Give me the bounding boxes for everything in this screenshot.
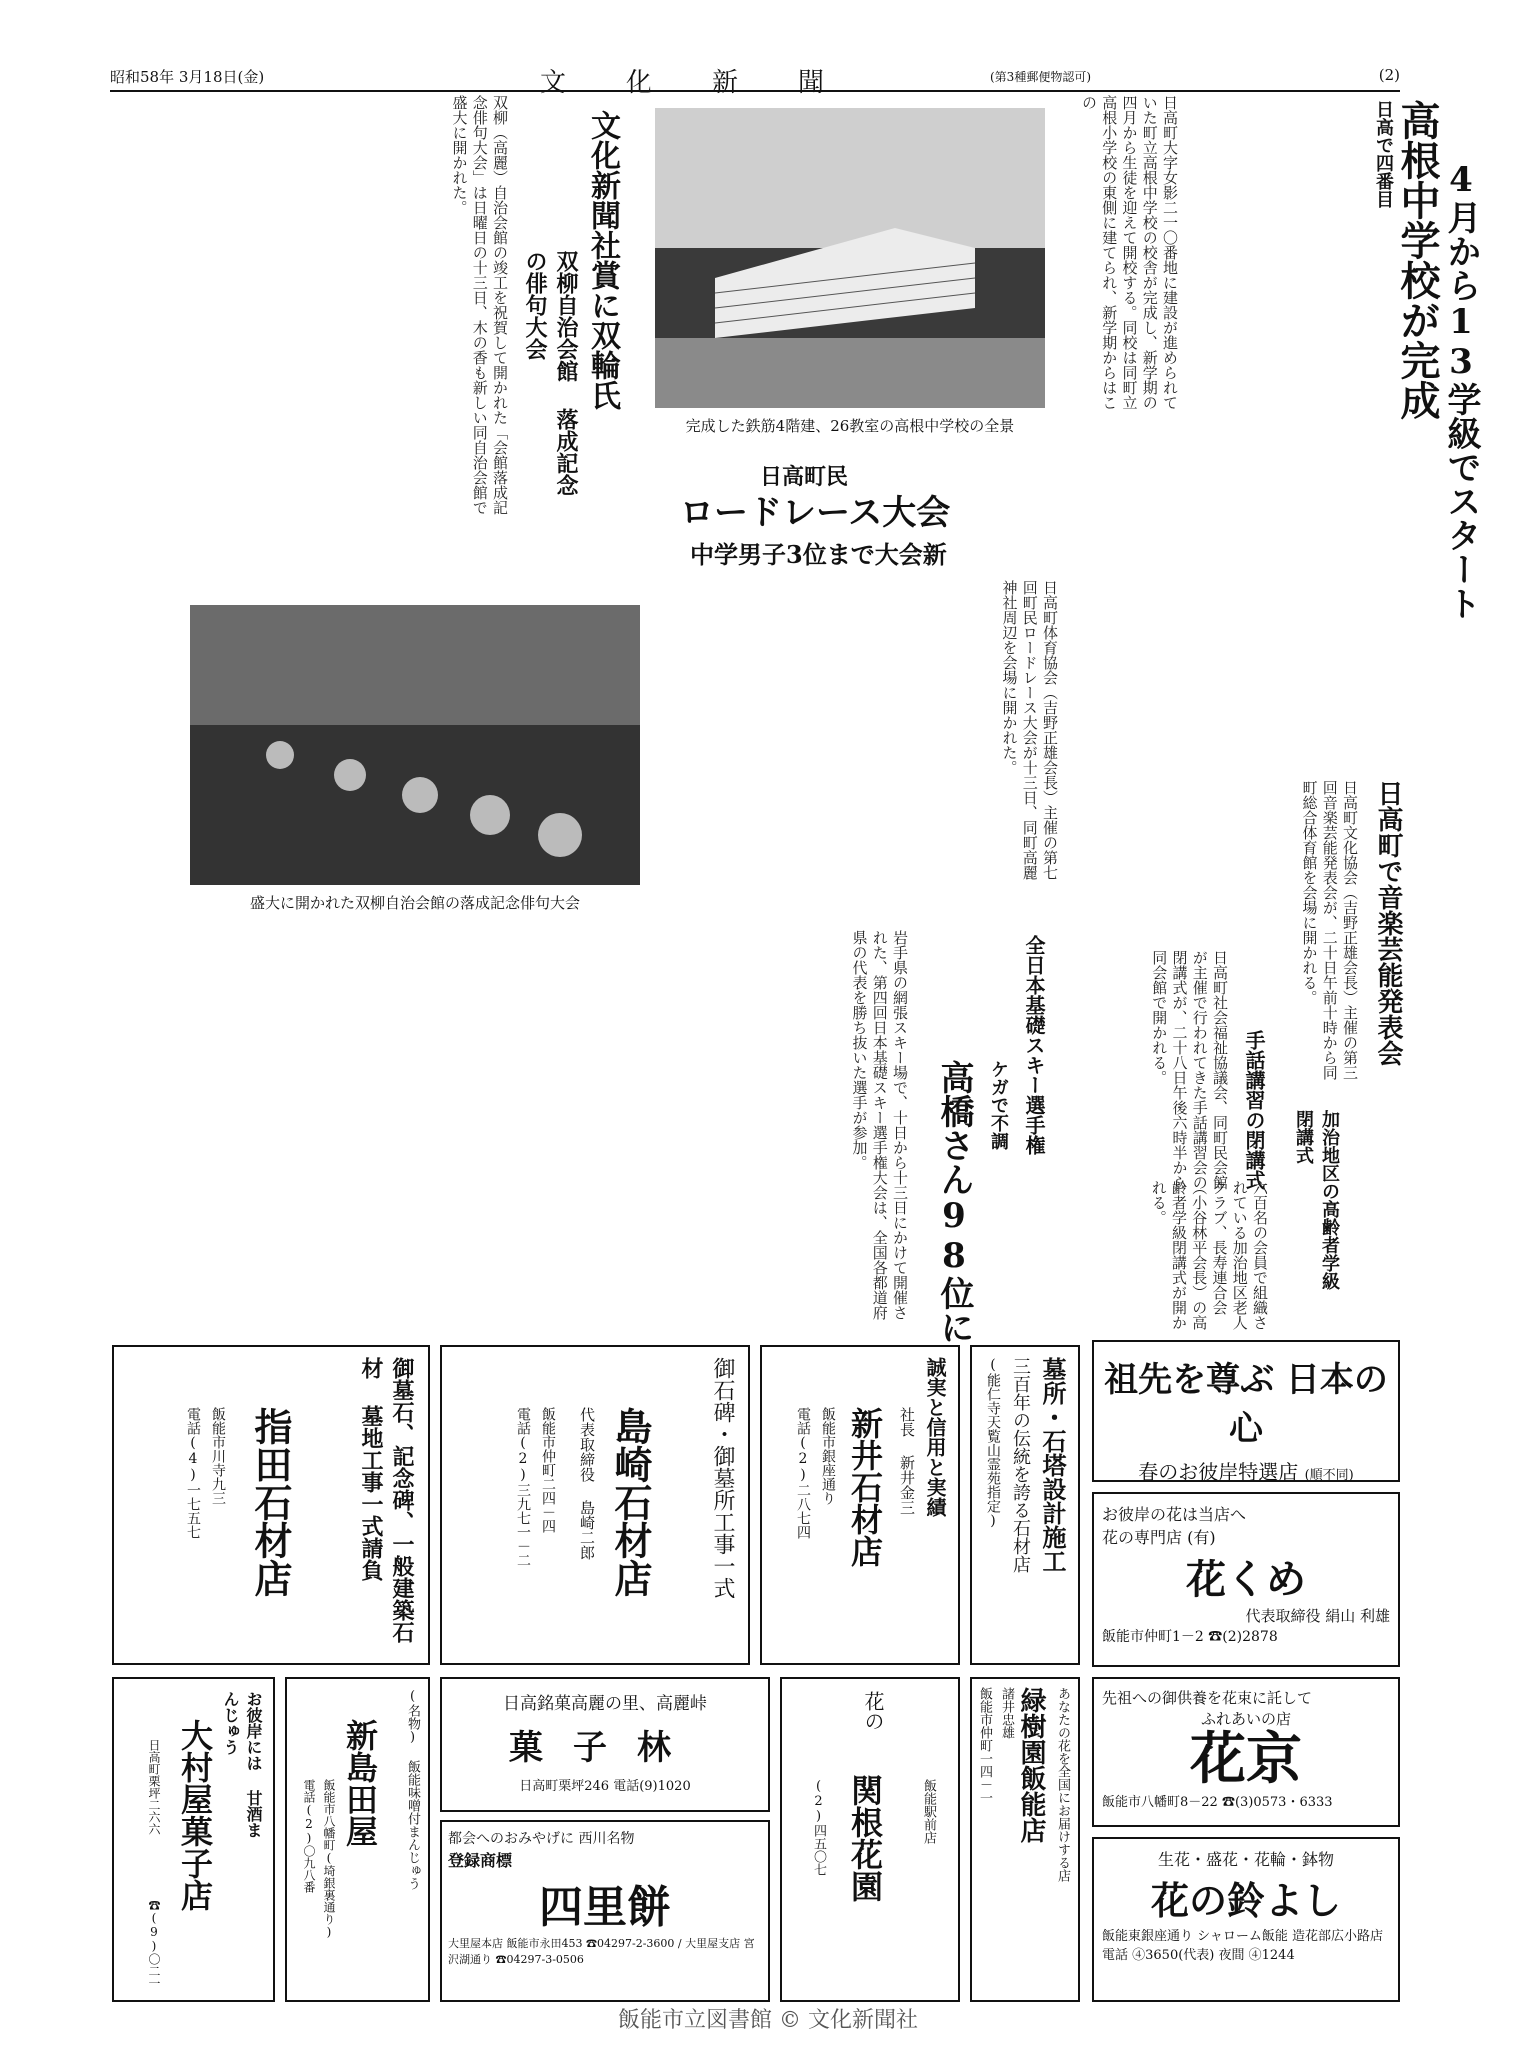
ski-kicker: 全日本基礎スキー選手権 — [1022, 935, 1046, 1155]
school-photo-caption: 完成した鉄筋4階建、26教室の高根中学校の全景 — [685, 417, 1015, 435]
ad-kashibayashi-addr: 日高町栗坪246 電話(9)1020 — [519, 1779, 691, 1794]
ad-ryokujuen-addr: 飯能市仲町一四－一 — [977, 1687, 992, 1804]
ad-shinshimadaya-addr: 飯能市八幡町(埼銀裏通り) — [322, 1779, 336, 1939]
ad-arai-tel: 電話(2)二八七四 — [795, 1407, 811, 1539]
road-body: 日高町体育協会（吉野正雄会長）主催の第七回町民ロードレース大会が十三日、同町高麗神社周辺を会場に開かれた。 — [1000, 580, 1059, 880]
postal-permit: (第3種郵便物認可) — [990, 70, 1091, 84]
haiku-body: 双柳（高麗）自治会館の竣工を祝賀して開かれた「会館落成記念俳句大会」は日曜日の十三日、木の香も新しい同自治会館で盛大に開かれた。 — [450, 95, 509, 515]
ad-suzuyoshi-tel: 電話 ④3650(代表) 夜間 ④1244 — [1102, 1948, 1295, 1963]
haiku-gathering-image — [190, 605, 640, 885]
ad-sekine-tel: (2)四五〇七 — [811, 1779, 826, 1876]
music-headline: 日高町で音楽芸能発表会 — [1373, 780, 1403, 1066]
ski-headline: 高橋さん98位に — [934, 1060, 974, 1344]
ad-shinshimadaya-title: 新島田屋 — [341, 1719, 379, 1847]
ad-shinshimadaya-tel: 電話(2)〇九八番 — [302, 1779, 316, 1893]
ad-hanakyo-title: 花京 — [1190, 1726, 1302, 1792]
elder-body: 六百名の会員で組織されている加治地区老人クラブ、長寿連合会（小谷林平会長）の高齢者学級閉講式が開かれる。 — [1149, 1180, 1269, 1330]
ad-bosho-title: 墓所・石塔設計施工 — [1038, 1357, 1067, 1573]
ad-sashida-title: 指田石材店 — [248, 1407, 293, 1597]
ad-sekine — [780, 1677, 960, 2002]
ad-omuraya-title: 大村屋菓子店 — [176, 1719, 214, 1911]
ad-suzuyoshi-addr: 飯能東銀座通り シャローム飯能 造花部広小路店 — [1102, 1929, 1384, 1944]
ad-arai-rep: 社長 新井金三 — [898, 1407, 916, 1515]
ad-arai — [760, 1345, 960, 1665]
ad-omuraya — [112, 1677, 275, 2002]
ad-shimazaki — [440, 1345, 750, 1665]
school-kicker: 日高で四番目 — [1373, 100, 1394, 208]
ad-suzuyoshi — [1092, 1837, 1400, 2002]
ad-shimazaki-tel: 電話(2)三九七一－二 — [515, 1407, 531, 1567]
ad-ohigan — [1092, 1340, 1400, 1482]
ad-ohigan-note: (順不同) — [1304, 1468, 1354, 1483]
ad-hanakume-title: 花くめ — [1186, 1556, 1306, 1603]
ad-hanakyo — [1092, 1677, 1400, 1827]
haiku-subhead: 双柳自治会館 落成記念の俳句大会 — [522, 250, 579, 496]
ad-bosho — [970, 1345, 1080, 1665]
ad-yonrimochi-pre: 都会へのおみやげに 西川名物 — [448, 1831, 635, 1847]
sign-body: 日高町社会福祉協議会、同町民会館が主催で行われてきた手話講習会の閉講式が、二十八日午後六時半から同会館で開かれる。 — [1150, 950, 1229, 1190]
school-photo — [655, 108, 1045, 408]
school-subhead: 4月から13学級でスタート — [1441, 160, 1481, 620]
ad-yonrimochi-addr: 大里屋本店 飯能市永田453 ☎04297-2-3600 / 大里屋支店 宮沢湖通り ☎04297-3-0506 — [448, 1937, 755, 1966]
ski-note: ケガで不調 — [988, 1060, 1009, 1150]
ad-sashida — [112, 1345, 430, 1665]
masthead: 文化新聞 — [540, 68, 885, 98]
ad-shimazaki-addr: 飯能市仲町二四－四 — [540, 1407, 556, 1533]
ad-ohigan-title: 祖先を尊ぶ 日本の心 — [1104, 1360, 1388, 1449]
issue-date: 昭和58年 3月18日(金) — [110, 68, 265, 86]
ad-ryokujuen-title: 緑樹園飯能店 — [1016, 1687, 1046, 1843]
page-header — [110, 62, 1400, 98]
ad-sekine-addr: 飯能駅前店 — [921, 1779, 936, 1844]
haiku-photo — [190, 605, 640, 885]
ad-arai-title: 新井石材店 — [846, 1407, 884, 1567]
ad-hanakyo-sub: ふれあいの店 — [1200, 1710, 1291, 1728]
ad-hanakume-pre: お彼岸の花は当店へ — [1102, 1505, 1247, 1524]
ad-ryokujuen-pre: あなたの花を全国にお届けする店 — [1055, 1687, 1070, 1882]
ad-shinshimadaya — [285, 1677, 430, 2002]
ad-shimazaki-rep: 代表取締役 島崎二郎 — [578, 1407, 596, 1560]
ad-hanakume-addr: 飯能市仲町1－2 ☎(2)2878 — [1102, 1629, 1278, 1645]
ad-arai-addr: 飯能市銀座通り — [820, 1407, 836, 1505]
road-subhead: 中学男子3位まで大会新 — [690, 540, 947, 569]
elder-headline: 加治地区の高齢者学級閉講式 — [1293, 1110, 1340, 1290]
ad-sashida-pre: 御墓石、記念碑、一般建築石材 墓地工事一式請負 — [358, 1357, 415, 1643]
school-headline: 高根中学校が完成 — [1394, 100, 1441, 420]
ad-suzuyoshi-title: 花の鈴よし — [1150, 1878, 1341, 1923]
school-building-image — [655, 108, 1045, 408]
ad-yonrimochi-title: 四里餅 — [539, 1882, 671, 1933]
page-number: (2) — [1378, 66, 1400, 84]
ad-sashida-tel: 電話(4)一七五七 — [185, 1407, 201, 1539]
ad-hanakume — [1092, 1492, 1400, 1667]
ad-shinshimadaya-pre: (名物) 飯能味噌付まんじゅう — [405, 1689, 420, 1890]
ad-sekine-title: 関根花園 — [846, 1774, 884, 1902]
sign-headline: 手話講習の閉講式 — [1242, 1030, 1266, 1190]
ad-ryokujuen-rep: 諸井忠雄 — [999, 1687, 1014, 1739]
ad-omuraya-pre: お彼岸には 甘酒まんじゅう — [221, 1691, 263, 1838]
haiku-headline: 文化新聞社賞に双輪氏 — [585, 110, 620, 410]
ski-body: 岩手県の網張スキー場で、十日から十三日にかけて開催された、第四回日本基礎スキー選手権大会は、全国各都道府県の代表を勝ち抜いた選手が参加。 — [850, 930, 909, 1320]
ad-kashibayashi — [440, 1677, 770, 1812]
ad-yonrimochi-sub: 登録商標 — [448, 1851, 513, 1870]
ad-omuraya-tel: ☎(9)〇二一 — [147, 1899, 161, 1989]
ad-omuraya-addr: 日高町栗坪二六六 — [147, 1739, 161, 1835]
ad-shimazaki-pre: 御石碑・御墓所工事一式 — [710, 1357, 735, 1599]
school-body: 日高町大字女影二一〇番地に建設が進められていた町立高根中学校の校舎が完成し、新学期の四月から生徒を迎えて開校する。同校は同町立高根小学校の東側に建てられ、新学期からはこの — [1080, 95, 1179, 410]
music-body: 日高町文化協会（吉野正雄会長）主催の第三回音楽芸能発表会が、二十日午前十時から同町総合体育館を会場に開かれる。 — [1300, 780, 1359, 1080]
ad-hanakume-rep: 代表取締役 絹山 利雄 — [1245, 1607, 1390, 1625]
ad-ryokujuen — [970, 1677, 1080, 2002]
road-headline: ロードレース大会 — [680, 493, 951, 533]
ad-arai-pre: 誠実と信用と実績 — [923, 1357, 947, 1517]
ad-hanakume-sub: 花の専門店 (有) — [1102, 1528, 1216, 1547]
ad-bosho-sub: 三百年の伝統を誇る石材店 — [1010, 1357, 1031, 1573]
ad-bosho-note: (能仁寺天覧山霊苑指定) — [985, 1357, 1001, 1529]
ad-ohigan-sub: 春のお彼岸特選店 — [1138, 1460, 1299, 1484]
ad-sashida-addr: 飯能市川寺九三 — [210, 1407, 226, 1505]
ad-sekine-pre: 花の — [861, 1691, 885, 1731]
haiku-photo-caption: 盛大に開かれた双柳自治会館の落成記念俳句大会 — [249, 894, 580, 912]
ad-kashibayashi-pre: 日高銘菓高麗の里、高麗峠 — [503, 1694, 707, 1714]
ad-hanakyo-addr: 飯能市八幡町8－22 ☎(3)0573・6333 — [1102, 1794, 1333, 1810]
ad-shimazaki-title: 島崎石材店 — [608, 1407, 653, 1597]
ad-suzuyoshi-pre: 生花・盛花・花輪・鉢物 — [1157, 1850, 1334, 1869]
ad-yonrimochi — [440, 1820, 770, 2002]
library-footer: 飯能市立図書館 © 文化新聞社 — [618, 2008, 918, 2033]
road-kicker: 日高町民 — [760, 464, 849, 490]
ad-hanakyo-pre: 先祖への御供養を花束に託して — [1102, 1689, 1313, 1707]
ad-kashibayashi-title: 菓子林 — [509, 1728, 701, 1768]
